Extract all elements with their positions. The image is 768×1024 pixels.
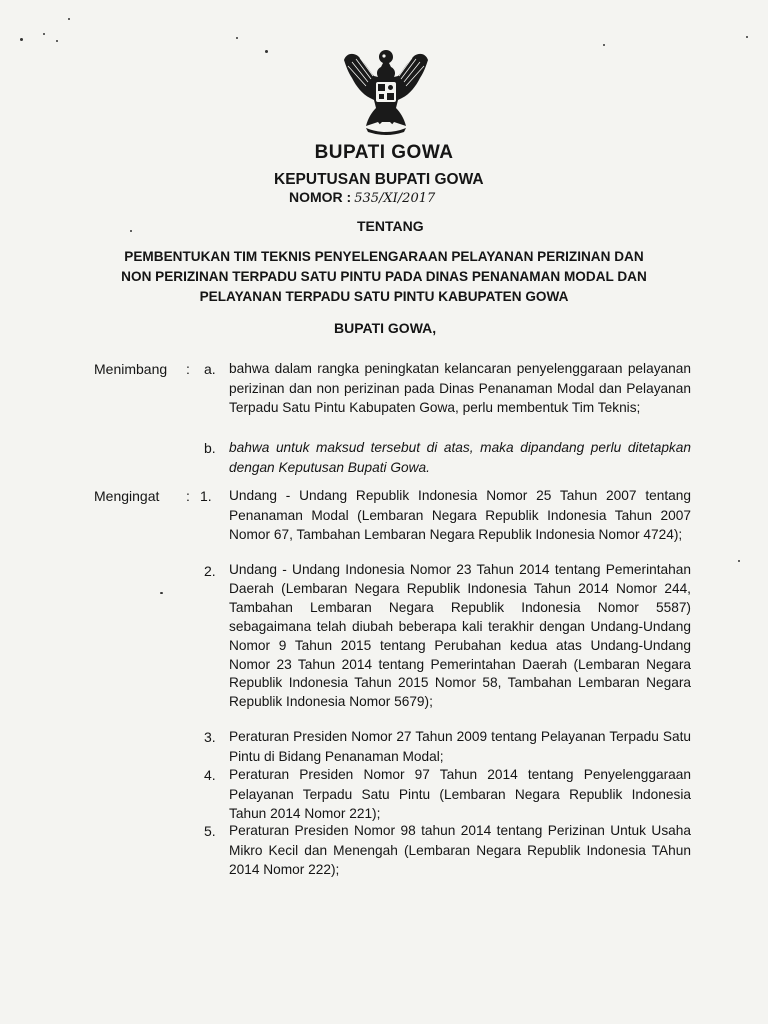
scan-speck [603, 44, 605, 46]
mengingat-item-text: Peraturan Presiden Nomor 27 Tahun 2009 tentang Pelayanan Terpadu Satu Pintu di Bidang Penanaman Modal; [229, 729, 691, 764]
decree-number-value: 535/XI/2017 [354, 191, 436, 206]
decree-subject-line: PELAYANAN TERPADU SATU PINTU KABUPATEN GOWA [199, 289, 569, 304]
menimbang-colon: : [186, 361, 190, 377]
decree-subject [0, 247, 768, 307]
scan-speck [68, 18, 70, 20]
mengingat-item-text: Undang - Undang Indonesia Nomor 23 Tahun 2014 tentang Pemerintahan Daerah (Lembaran Negara Republik Indonesia Tahun 2014 Nomor 244, Tambahan Lembaran Negara Republik Indonesia Nomor 5587) sebagaimana telah diubah beberapa kali terakhir dengan Undang-Undang Nomor 9 Tahun 2015 tentang Perubahan kedua atas Undang-Undang Nomor 23 Tahun 2014 tentang Pemerintahan Daerah (Lembaran Negara Republik Indonesia Tahun 2015 Nomor 58, Tambahan Lembaran Negara Republik Indonesia Nomor 5679); [229, 562, 691, 710]
menimbang-item-text: bahwa dalam rangka peningkatan kelancaran penyelenggaraan pelayanan perizinan dan non perizinan pada Dinas Penanaman Modal dan Pelayanan Terpadu Satu Pintu Kabupaten Gowa, perlu membentuk Tim Teknis; [229, 361, 691, 415]
mengingat-label: Mengingat [94, 488, 160, 504]
decree-title: KEPUTUSAN BUPATI GOWA [274, 171, 484, 188]
authority-heading: BUPATI GOWA [314, 142, 454, 163]
scan-speck [130, 230, 132, 232]
mengingat-item-marker: 3. [204, 729, 216, 745]
scan-speck [236, 37, 238, 39]
menimbang-label: Menimbang [94, 361, 168, 377]
decree-number [289, 189, 435, 206]
scan-speck [746, 36, 748, 38]
menimbang-item-marker: a. [204, 361, 216, 377]
about-heading: TENTANG [357, 218, 424, 234]
scan-speck [20, 38, 23, 41]
scan-speck [738, 560, 740, 562]
mengingat-item-text: Undang - Undang Republik Indonesia Nomor 25 Tahun 2007 tentang Penanaman Modal (Lembaran Negara Republik Indonesia Tahun 2007 Nomor 67, Tambahan Lembaran Negara Republik Indonesia Nomor 4724); [229, 488, 691, 542]
mengingat-item-marker: 5. [204, 823, 216, 839]
scan-speck [160, 592, 163, 594]
decree-number-label: NOMOR : [289, 189, 352, 205]
scan-speck [265, 50, 268, 53]
menimbang-item-marker: b. [204, 440, 216, 456]
decree-subject-line: NON PERIZINAN TERPADU SATU PINTU PADA DINAS PENANAMAN MODAL DAN [121, 269, 647, 284]
mengingat-item-text: Peraturan Presiden Nomor 98 tahun 2014 tentang Perizinan Untuk Usaha Mikro Kecil dan Menengah (Lembaran Negara Republik Indonesia TAhun 2014 Nomor 222); [229, 823, 691, 877]
mengingat-colon: : [186, 488, 190, 504]
menimbang-item-text: bahwa untuk maksud tersebut di atas, maka dipandang perlu ditetapkan dengan Keputusan Bupati Gowa. [229, 440, 691, 475]
mengingat-item-marker: 4. [204, 767, 216, 783]
issuer-heading: BUPATI GOWA, [334, 320, 437, 336]
garuda-emblem-icon [338, 42, 434, 138]
scan-speck [43, 33, 45, 35]
scan-speck [56, 40, 58, 42]
decree-subject-line: PEMBENTUKAN TIM TEKNIS PENYELENGARAAN PELAYANAN PERIZINAN DAN [124, 249, 644, 264]
mengingat-item-marker: 1. [200, 488, 212, 504]
mengingat-item-text: Peraturan Presiden Nomor 97 Tahun 2014 tentang Penyelenggaraan Pelayanan Terpadu Satu Pintu (Lembaran Negara Republik Indonesia Tahun 2014 Nomor 221); [229, 767, 691, 821]
mengingat-item-marker: 2. [204, 563, 216, 579]
